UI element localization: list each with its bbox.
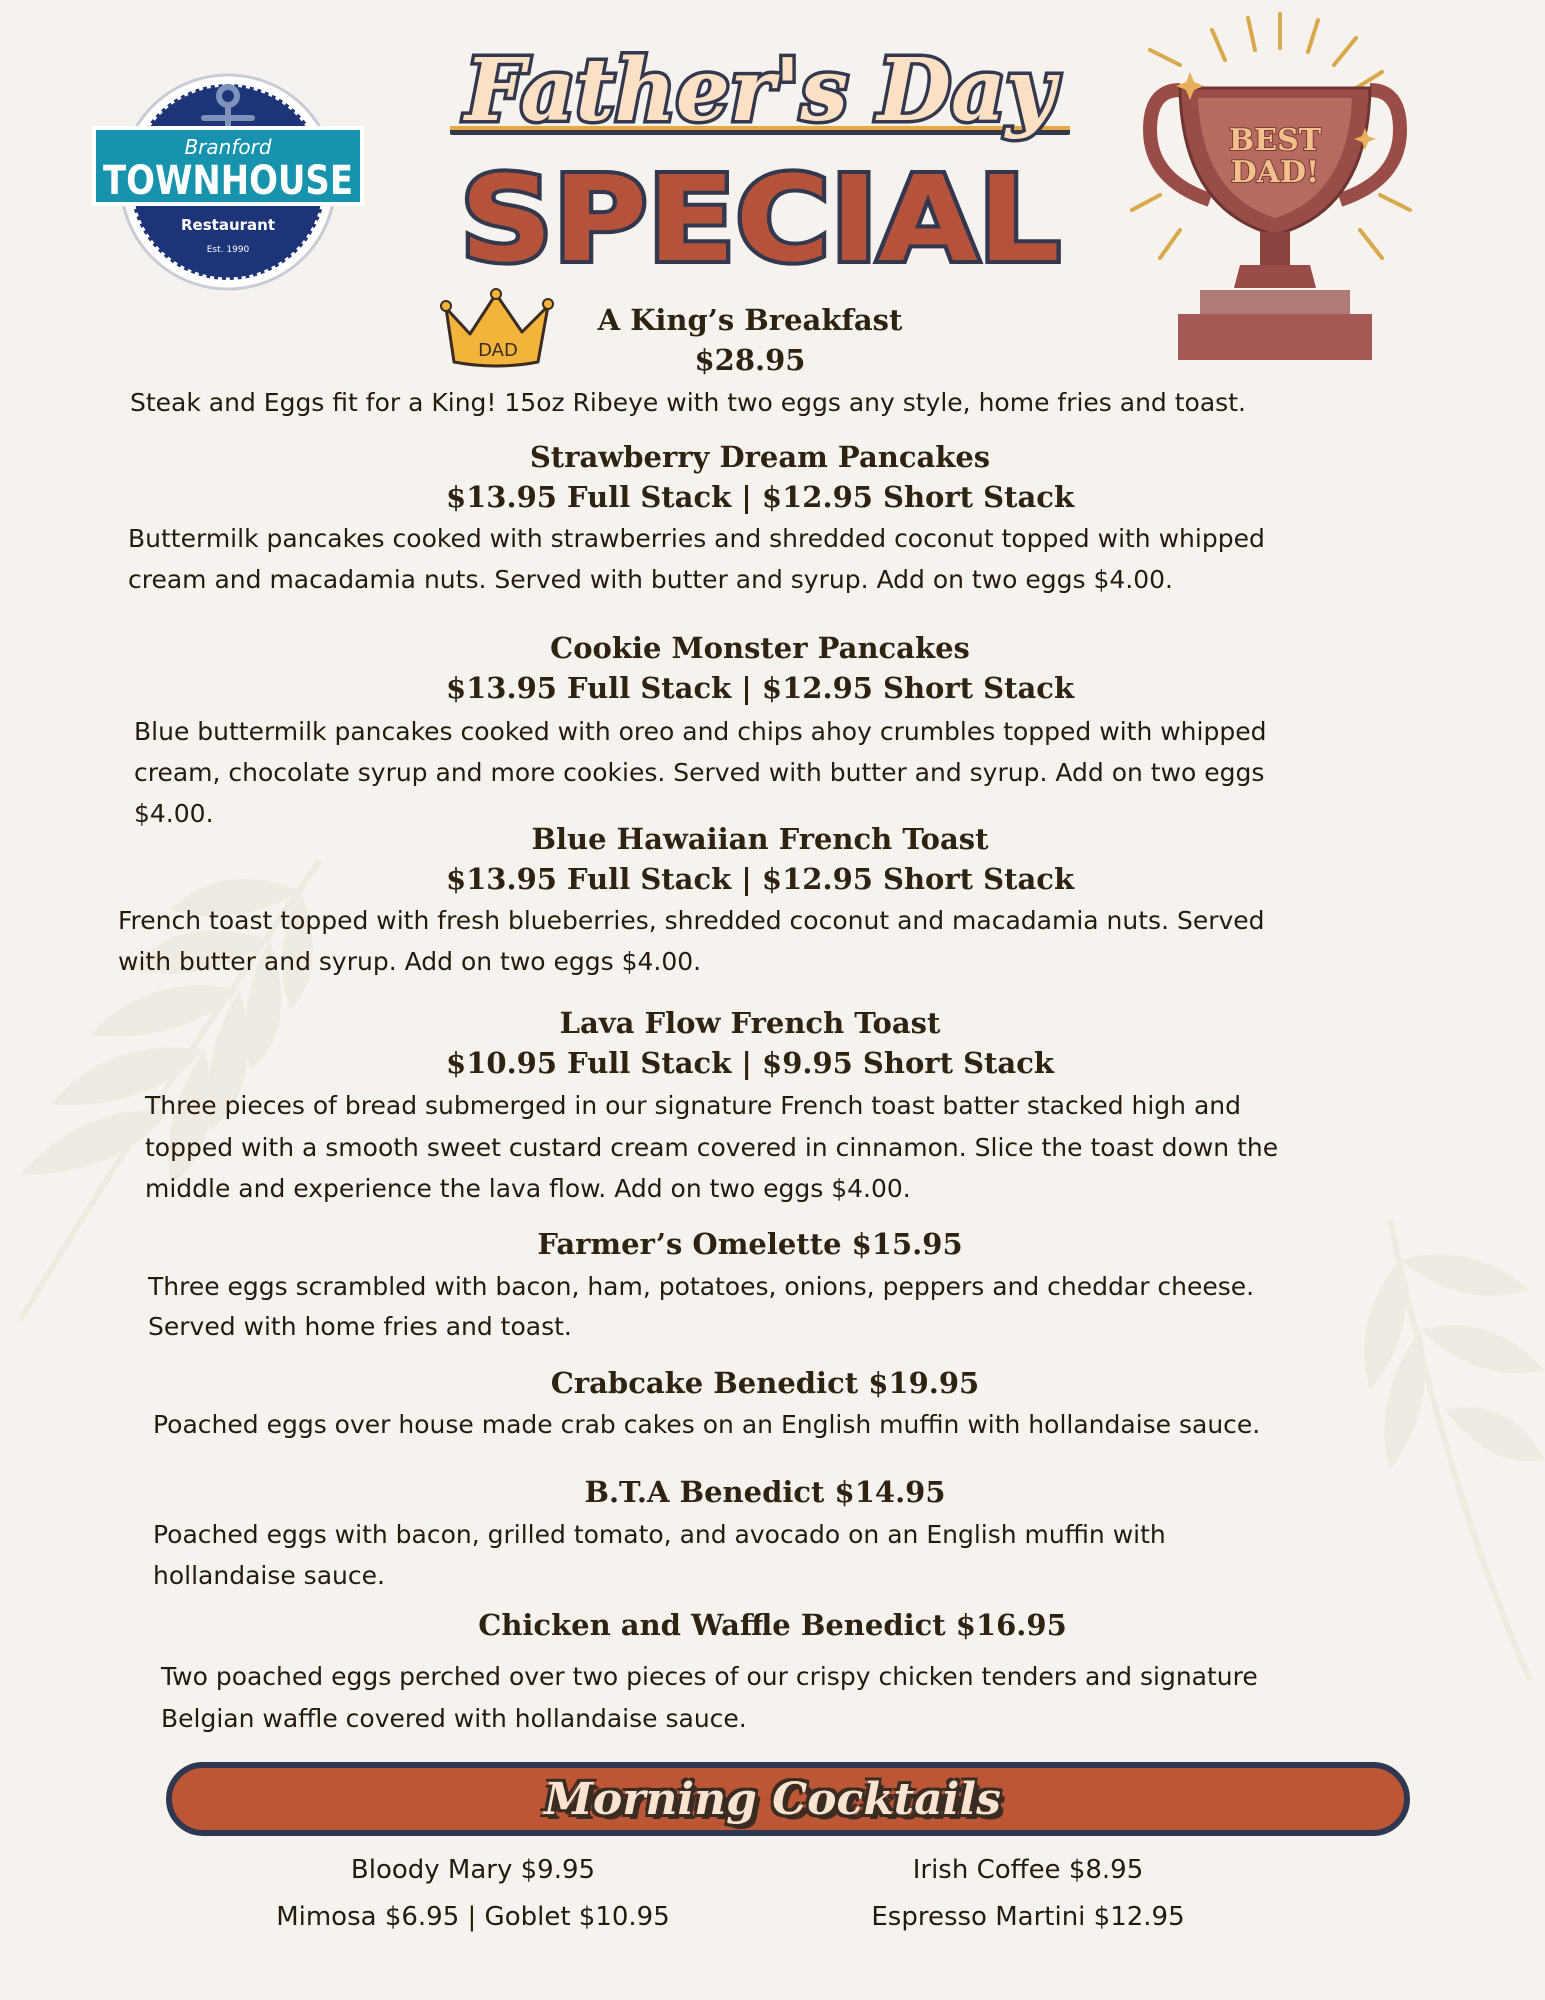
menu-item-description: with butter and syrup. Add on two eggs $4.00. [118,947,702,976]
menu-item-price: $13.95 Full Stack | $12.95 Short Stack [445,480,1075,514]
menu-item-price: $10.95 Full Stack | $9.95 Short Stack [446,1046,1054,1080]
branford-townhouse-logo [92,72,364,292]
menu-item-description: Three eggs scrambled with bacon, ham, potatoes, onions, peppers and cheddar cheese. [148,1272,1255,1301]
menu-item-description: cream, chocolate syrup and more cookies. Served with butter and syrup. Add on two eggs [134,758,1265,787]
menu-item-description: Three pieces of bread submerged in our signature French toast batter stacked high and [145,1091,1241,1120]
menu-item-description: Buttermilk pancakes cooked with strawberries and shredded coconut topped with whipped [128,524,1265,553]
menu-item-title: A King’s Breakfast [597,303,903,337]
trophy-label-line2: DAD! [1230,155,1320,190]
menu-item-description: hollandaise sauce. [153,1561,385,1590]
crown-label: DAD [478,340,518,361]
logo-name-sub: Restaurant [181,216,275,234]
menu-item-title: Lava Flow French Toast [559,1006,941,1040]
menu-item-title: B.T.A Benedict $14.95 [584,1475,946,1509]
menu-item-description: Blue buttermilk pancakes cooked with oreo and chips ahoy crumbles topped with whipped [134,717,1267,746]
logo-name-main: TOWNHOUSE [103,158,353,204]
menu-item-description: Steak and Eggs fit for a King! 15oz Ribeye with two eggs any style, home fries and toast. [130,388,1246,417]
menu-item-description: topped with a smooth sweet custard cream covered in cinnamon. Slice the toast down the [145,1133,1279,1162]
menu-item-description: $4.00. [134,799,214,828]
morning-cocktails-heading: Morning Cocktails [544,1774,1001,1825]
cocktail-item: Espresso Martini $12.95 [871,1902,1185,1932]
menu-item-description: Belgian waffle covered with hollandaise sauce. [161,1704,747,1733]
menu-item-description: middle and experience the lava flow. Add on two eggs $4.00. [145,1174,911,1203]
cocktail-item: Irish Coffee $8.95 [912,1855,1144,1885]
menu-item-title: Chicken and Waffle Benedict $16.95 [478,1608,1067,1642]
cocktail-item: Bloody Mary $9.95 [350,1855,596,1885]
heading-line1: Father's Day [462,40,1060,141]
menu-item-description: Poached eggs with bacon, grilled tomato, and avocado on an English muffin with [153,1520,1166,1549]
menu-item-price: $28.95 [694,343,806,377]
menu-item-title: Cookie Monster Pancakes [550,631,970,665]
menu-item-description: cream and macadamia nuts. Served with butter and syrup. Add on two eggs $4.00. [128,565,1174,594]
menu-item-title: Strawberry Dream Pancakes [529,440,991,474]
menu-item-title: Farmer’s Omelette $15.95 [537,1227,963,1261]
logo-name-top: Branford [184,135,272,159]
trophy-label-line1: BEST [1228,123,1322,158]
menu-item-description: Two poached eggs perched over two pieces of our crispy chicken tenders and signature [161,1662,1258,1691]
menu-item-description: French toast topped with fresh blueberries, shredded coconut and macadamia nuts. Served [118,906,1265,935]
menu-item-description: Served with home fries and toast. [148,1312,572,1341]
menu-item-description: Poached eggs over house made crab cakes on an English muffin with hollandaise sauce. [153,1410,1261,1439]
cocktail-item: Mimosa $6.95 | Goblet $10.95 [276,1902,670,1932]
menu-item-price: $13.95 Full Stack | $12.95 Short Stack [445,671,1075,705]
fathers-day-special-heading [440,28,1080,278]
heading-line2: SPECIAL [460,150,1060,278]
menu-item-price: $13.95 Full Stack | $12.95 Short Stack [445,862,1075,896]
menu-item-title: Blue Hawaiian French Toast [531,822,989,856]
logo-established: Est. 1990 [206,245,250,255]
menu-item-title: Crabcake Benedict $19.95 [550,1366,980,1400]
